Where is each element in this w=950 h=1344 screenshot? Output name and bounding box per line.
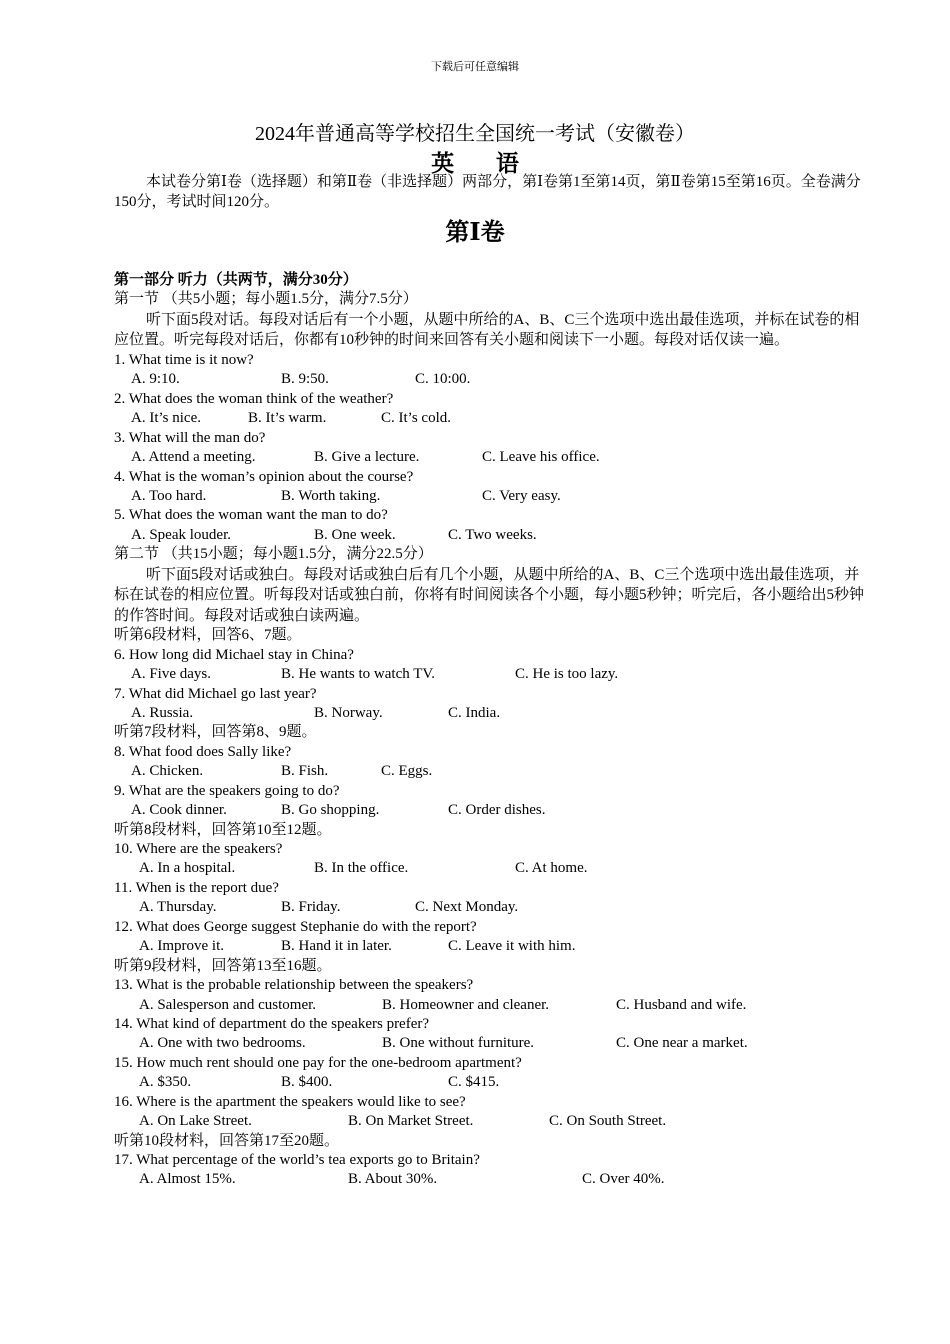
- options-5: [114, 526, 874, 545]
- option-b: B. One week.: [314, 526, 396, 543]
- material-8-heading: 听第8段材料，回答第10至12题。: [114, 821, 332, 838]
- option-c: C. Very easy.: [482, 487, 561, 504]
- option-a: A. Five days.: [131, 666, 211, 683]
- option-c: C. Leave his office.: [482, 449, 600, 466]
- question-15: 15. How much rent should one pay for the one-bedroom apartment?: [114, 1054, 522, 1071]
- option-c: C. Leave it with him.: [448, 938, 576, 955]
- options-3: [114, 448, 874, 467]
- options-9: [114, 801, 874, 820]
- option-b: B. About 30%.: [348, 1171, 438, 1188]
- option-a: A. Thursday.: [139, 899, 217, 916]
- option-b: B. 9:50.: [281, 371, 329, 388]
- option-a: A. Too hard.: [131, 487, 207, 504]
- option-c: C. Order dishes.: [448, 802, 546, 819]
- header-note: 下载后可任意编辑: [431, 61, 519, 73]
- options-4: [114, 487, 874, 506]
- option-c: C. India.: [448, 704, 501, 721]
- option-a: A. It’s nice.: [131, 410, 201, 427]
- options-6: [114, 665, 874, 684]
- option-c: C. Next Monday.: [415, 899, 519, 916]
- option-a: A. Chicken.: [131, 763, 204, 780]
- question-10: 10. Where are the speakers?: [114, 841, 283, 857]
- option-b: B. Norway.: [314, 704, 383, 721]
- options-2: [114, 409, 874, 428]
- listening-part: [114, 271, 874, 1190]
- options-7: [114, 704, 874, 723]
- option-a: A. In a hospital.: [139, 860, 236, 877]
- option-c: C. 10:00.: [415, 371, 471, 388]
- option-b: B. Hand it in later.: [281, 938, 392, 955]
- option-a: A. $350.: [139, 1074, 192, 1091]
- subject-heading: 英 语: [431, 151, 537, 176]
- options-10: [114, 859, 874, 878]
- section1-heading: 第一节 （共5小题；每小题1.5分，满分7.5分）: [114, 291, 418, 308]
- option-a: A. Attend a meeting.: [131, 449, 256, 466]
- material-9-heading: 听第9段材料，回答第13至16题。: [114, 957, 332, 974]
- option-a: A. Speak louder.: [131, 526, 231, 543]
- option-a: A. Improve it.: [139, 938, 224, 955]
- options-17: [114, 1170, 874, 1189]
- option-b: B. It’s warm.: [248, 410, 327, 427]
- options-15: [114, 1073, 874, 1092]
- section2-instructions: 听下面5段对话或独白。每段对话或独白后有几个小题，从题中所给的A、B、C三个选项中选出最佳选项，并标在试卷的相应位置。听每段对话或独白前，你将有时间阅读各个小题，每小题5秒钟；听完后，各小题给出5秒钟的作答时间。每段对话或独白读两遍。: [114, 566, 865, 624]
- option-b: B. Worth taking.: [281, 487, 381, 504]
- option-a: A. Russia.: [131, 704, 194, 721]
- question-4: 4. What is the woman’s opinion about the course?: [114, 468, 414, 485]
- option-c: C. Over 40%.: [582, 1171, 665, 1188]
- options-11: [114, 898, 874, 917]
- options-8: [114, 762, 874, 781]
- options-14: [114, 1034, 874, 1053]
- section2-heading: 第二节 （共15小题；每小题1.5分，满分22.5分）: [114, 546, 433, 563]
- option-c: C. Husband and wife.: [616, 996, 747, 1013]
- option-b: B. In the office.: [314, 860, 409, 877]
- option-b: B. Give a lecture.: [314, 449, 420, 466]
- option-b: B. One without furniture.: [382, 1035, 535, 1052]
- option-a: A. 9:10.: [131, 371, 180, 388]
- exam-intro: 本试卷分第Ⅰ卷（选择题）和第Ⅱ卷（非选择题）两部分，第Ⅰ卷第1至第14页，第Ⅱ卷第15至第16页。全卷满分150分，考试时间120分。: [114, 174, 861, 210]
- question-6: 6. How long did Michael stay in China?: [114, 646, 354, 663]
- part1-heading: 第一部分 听力（共两节，满分30分）: [114, 272, 358, 288]
- question-3: 3. What will the man do?: [114, 429, 266, 446]
- options-12: [114, 937, 874, 956]
- option-a: A. Salesperson and customer.: [139, 996, 317, 1013]
- question-16: 16. Where is the apartment the speakers would like to see?: [114, 1093, 466, 1110]
- option-c: C. It’s cold.: [381, 410, 451, 427]
- question-11: 11. When is the report due?: [114, 879, 279, 896]
- option-c: C. On South Street.: [549, 1113, 667, 1130]
- option-b: B. Fish.: [281, 763, 329, 780]
- material-7-heading: 听第7段材料，回答第8、9题。: [114, 724, 317, 741]
- exam-title: 2024年普通高等学校招生全国统一考试（安徽卷）: [255, 123, 695, 145]
- option-a: A. On Lake Street.: [139, 1113, 252, 1130]
- option-c: C. One near a market.: [616, 1035, 748, 1052]
- option-b: B. Friday.: [281, 899, 341, 916]
- option-a: A. Cook dinner.: [131, 802, 227, 819]
- option-a: A. One with two bedrooms.: [139, 1035, 306, 1052]
- option-b: B. On Market Street.: [348, 1113, 474, 1130]
- option-c: C. Two weeks.: [448, 526, 537, 543]
- question-17: 17. What percentage of the world’s tea exports go to Britain?: [114, 1152, 480, 1168]
- question-14: 14. What kind of department do the speakers prefer?: [114, 1015, 430, 1032]
- option-a: A. Almost 15%.: [139, 1171, 236, 1188]
- option-b: B. He wants to watch TV.: [281, 666, 436, 683]
- option-b: B. Go shopping.: [281, 802, 380, 819]
- option-c: C. $415.: [448, 1074, 500, 1091]
- question-7: 7. What did Michael go last year?: [114, 685, 317, 702]
- options-16: [114, 1112, 874, 1131]
- options-1: [114, 370, 874, 389]
- options-13: [114, 996, 874, 1015]
- question-1: 1. What time is it now?: [114, 351, 254, 368]
- section1-instructions: 听下面5段对话。每段对话后有一个小题，从题中所给的A、B、C三个选项中选出最佳选项，并标在试卷的相应位置。听完每段对话后，你都有10秒钟的时间来回答有关小题和阅读下一小题。每段对话仅读一遍。: [114, 311, 860, 349]
- material-6-heading: 听第6段材料，回答6、7题。: [114, 627, 302, 644]
- question-8: 8. What food does Sally like?: [114, 743, 292, 760]
- question-13: 13. What is the probable relationship between the speakers?: [114, 977, 474, 994]
- question-2: 2. What does the woman think of the weather?: [114, 390, 394, 407]
- question-12: 12. What does George suggest Stephanie do with the report?: [114, 918, 477, 935]
- material-10-heading: 听第10段材料，回答第17至20题。: [114, 1132, 340, 1149]
- option-c: C. Eggs.: [381, 763, 433, 780]
- volume-heading: 第Ⅰ卷: [445, 220, 505, 246]
- option-b: B. Homeowner and cleaner.: [382, 996, 550, 1013]
- option-c: C. He is too lazy.: [515, 666, 619, 683]
- option-c: C. At home.: [515, 860, 588, 877]
- question-9: 9. What are the speakers going to do?: [114, 782, 340, 799]
- question-5: 5. What does the woman want the man to do?: [114, 507, 388, 524]
- option-b: B. $400.: [281, 1074, 333, 1091]
